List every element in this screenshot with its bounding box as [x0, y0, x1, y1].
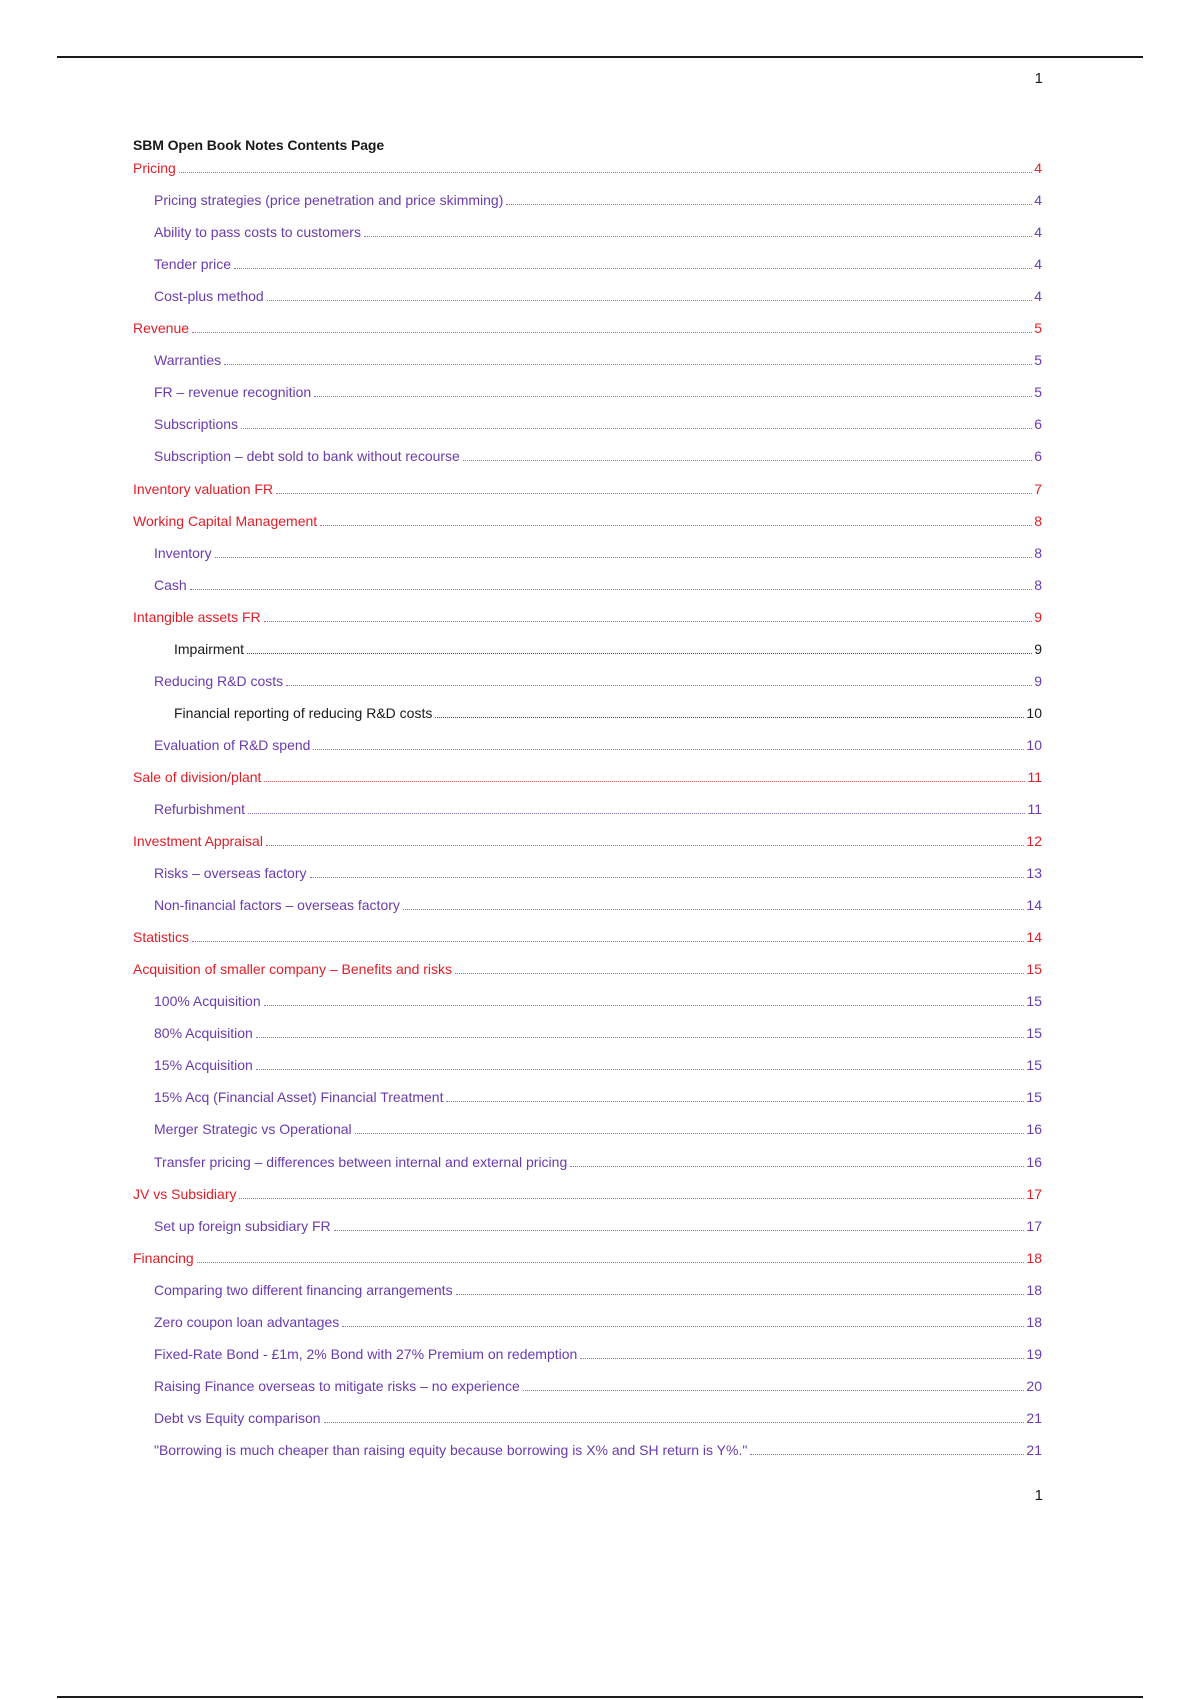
- toc-entry-title: 80% Acquisition: [154, 1025, 253, 1041]
- document-title: SBM Open Book Notes Contents Page: [133, 137, 385, 153]
- toc-entry-page-number: 13: [1026, 865, 1042, 881]
- toc-dot-leader: [247, 653, 1032, 654]
- toc-entry-title: 15% Acq (Financial Asset) Financial Treatment: [154, 1089, 444, 1105]
- toc-dot-leader: [241, 428, 1032, 429]
- toc-entry[interactable]: [133, 607, 1042, 627]
- toc-dot-leader: [750, 1454, 1024, 1455]
- toc-dot-leader: [264, 781, 1025, 782]
- toc-dot-leader: [192, 941, 1024, 942]
- toc-entry-title: Fixed-Rate Bond - £1m, 2% Bond with 27% Premium on redemption: [154, 1346, 578, 1362]
- toc-entry-title: Inventory: [154, 545, 212, 561]
- toc-entry-page-number: 5: [1034, 384, 1042, 400]
- toc-entry[interactable]: [174, 703, 1042, 723]
- toc-entry[interactable]: [154, 895, 1042, 915]
- toc-dot-leader: [264, 1005, 1025, 1006]
- toc-entry-title: Investment Appraisal: [133, 833, 263, 849]
- toc-entry-title: Evaluation of R&D spend: [154, 737, 311, 753]
- toc-entry[interactable]: [154, 1152, 1042, 1172]
- toc-entry[interactable]: [133, 831, 1042, 851]
- toc-entry-title: Ability to pass costs to customers: [154, 224, 361, 240]
- toc-entry-page-number: 9: [1034, 673, 1042, 689]
- toc-entry[interactable]: [154, 222, 1042, 242]
- toc-dot-leader: [506, 204, 1032, 205]
- toc-dot-leader: [313, 749, 1024, 750]
- header-rule: [57, 56, 1143, 58]
- toc-entry[interactable]: [154, 1216, 1042, 1236]
- toc-dot-leader: [455, 973, 1024, 974]
- toc-entry-page-number: 15: [1026, 1089, 1042, 1105]
- toc-entry-page-number: 10: [1026, 705, 1042, 721]
- toc-entry-title: Financial reporting of reducing R&D costs: [174, 705, 433, 721]
- toc-entry-title: Tender price: [154, 256, 232, 272]
- toc-entry[interactable]: [154, 543, 1042, 563]
- toc-entry-title: Set up foreign subsidiary FR: [154, 1218, 331, 1234]
- toc-entry-page-number: 18: [1026, 1250, 1042, 1266]
- toc-entry[interactable]: [154, 1376, 1042, 1396]
- toc-entry-title: Statistics: [133, 929, 190, 945]
- toc-entry[interactable]: [154, 1312, 1042, 1332]
- toc-entry[interactable]: [154, 671, 1042, 691]
- toc-entry[interactable]: [133, 318, 1042, 338]
- toc-entry-title: Merger Strategic vs Operational: [154, 1121, 352, 1137]
- toc-entry-page-number: 9: [1034, 641, 1042, 657]
- toc-entry[interactable]: [154, 1280, 1042, 1300]
- toc-entry-title: Warranties: [154, 352, 222, 368]
- toc-entry-title: Subscriptions: [154, 416, 239, 432]
- toc-entry-page-number: 5: [1034, 320, 1042, 336]
- toc-entry[interactable]: [154, 1440, 1042, 1460]
- toc-dot-leader: [179, 172, 1032, 173]
- toc-dot-leader: [190, 589, 1033, 590]
- toc-entry[interactable]: [154, 863, 1042, 883]
- toc-entry-page-number: 19: [1026, 1346, 1042, 1362]
- toc-entry-page-number: 10: [1026, 737, 1042, 753]
- toc-dot-leader: [463, 460, 1032, 461]
- toc-dot-leader: [314, 396, 1032, 397]
- toc-dot-leader: [310, 877, 1025, 878]
- toc-entry-title: FR – revenue recognition: [154, 384, 312, 400]
- toc-entry-title: Financing: [133, 1250, 194, 1266]
- toc-entry-page-number: 11: [1027, 769, 1042, 785]
- toc-entry-page-number: 4: [1034, 288, 1042, 304]
- toc-entry-title: Intangible assets FR: [133, 609, 261, 625]
- toc-dot-leader: [320, 525, 1032, 526]
- toc-entry[interactable]: [133, 511, 1042, 531]
- toc-entry-page-number: 4: [1034, 160, 1042, 176]
- toc-dot-leader: [324, 1422, 1025, 1423]
- toc-entry-page-number: 8: [1034, 577, 1042, 593]
- toc-entry-title: Impairment: [174, 641, 245, 657]
- toc-entry[interactable]: [154, 254, 1042, 274]
- toc-entry-page-number: 21: [1026, 1442, 1042, 1458]
- toc-dot-leader: [334, 1230, 1025, 1231]
- toc-entry-title: "Borrowing is much cheaper than raising equity because borrowing is X% and SH return is Y%.": [154, 1442, 748, 1458]
- toc-entry[interactable]: [154, 414, 1042, 434]
- footer-page-number: 1: [1034, 1487, 1043, 1504]
- toc-entry-page-number: 7: [1034, 481, 1042, 497]
- toc-dot-leader: [570, 1166, 1024, 1167]
- toc-entry-title: Debt vs Equity comparison: [154, 1410, 321, 1426]
- toc-dot-leader: [342, 1326, 1024, 1327]
- toc-dot-leader: [355, 1133, 1025, 1134]
- toc-entry-title: Revenue: [133, 320, 190, 336]
- toc-entry-page-number: 15: [1026, 993, 1042, 1009]
- toc-entry[interactable]: [154, 382, 1042, 402]
- toc-entry-page-number: 6: [1034, 448, 1042, 464]
- toc-entry-page-number: 16: [1026, 1154, 1042, 1170]
- toc-entry[interactable]: [154, 1023, 1042, 1043]
- toc-entry-title: Acquisition of smaller company – Benefits and risks: [133, 961, 453, 977]
- toc-entry-title: Inventory valuation FR: [133, 481, 274, 497]
- toc-dot-leader: [580, 1358, 1024, 1359]
- toc-entry-title: 15% Acquisition: [154, 1057, 253, 1073]
- toc-entry-page-number: 15: [1026, 961, 1042, 977]
- toc-dot-leader: [403, 909, 1025, 910]
- toc-entry-page-number: 17: [1026, 1186, 1042, 1202]
- toc-entry-title: Comparing two different financing arrangements: [154, 1282, 453, 1298]
- toc-dot-leader: [239, 1198, 1024, 1199]
- toc-dot-leader: [266, 845, 1024, 846]
- toc-entry-page-number: 18: [1026, 1314, 1042, 1330]
- toc-dot-leader: [215, 557, 1033, 558]
- toc-entry[interactable]: [154, 350, 1042, 370]
- toc-dot-leader: [456, 1294, 1025, 1295]
- toc-entry-page-number: 15: [1026, 1057, 1042, 1073]
- toc-entry-page-number: 4: [1034, 224, 1042, 240]
- toc-dot-leader: [248, 813, 1025, 814]
- toc-entry[interactable]: [154, 286, 1042, 306]
- toc-entry[interactable]: [133, 927, 1042, 947]
- toc-entry[interactable]: [154, 799, 1042, 819]
- toc-entry-page-number: 14: [1026, 929, 1042, 945]
- toc-entry-page-number: 14: [1026, 897, 1042, 913]
- toc-entry-title: Zero coupon loan advantages: [154, 1314, 340, 1330]
- toc-entry[interactable]: [174, 639, 1042, 659]
- toc-entry-page-number: 18: [1026, 1282, 1042, 1298]
- toc-entry-title: Raising Finance overseas to mitigate risks – no experience: [154, 1378, 520, 1394]
- toc-entry[interactable]: [154, 575, 1042, 595]
- toc-entry-title: Non-financial factors – overseas factory: [154, 897, 400, 913]
- toc-dot-leader: [234, 268, 1032, 269]
- toc-entry[interactable]: [154, 190, 1042, 210]
- toc-entry[interactable]: [154, 446, 1042, 466]
- toc-entry[interactable]: [133, 1184, 1042, 1204]
- toc-entry[interactable]: [133, 959, 1042, 979]
- toc-entry-page-number: 17: [1026, 1218, 1042, 1234]
- toc-entry-title: Sale of division/plant: [133, 769, 262, 785]
- toc-entry[interactable]: [133, 1248, 1042, 1268]
- toc-entry-page-number: 16: [1026, 1121, 1042, 1137]
- toc-entry[interactable]: [154, 1119, 1042, 1139]
- toc-entry[interactable]: [133, 479, 1042, 499]
- toc-entry[interactable]: [133, 158, 1042, 178]
- toc-entry[interactable]: [154, 1087, 1042, 1107]
- toc-entry-title: Transfer pricing – differences between internal and external pricing: [154, 1154, 568, 1170]
- toc-dot-leader: [192, 332, 1032, 333]
- toc-dot-leader: [256, 1069, 1025, 1070]
- toc-entry-title: 100% Acquisition: [154, 993, 261, 1009]
- toc-entry[interactable]: [154, 1344, 1042, 1364]
- toc-dot-leader: [523, 1390, 1025, 1391]
- toc-entry[interactable]: [154, 991, 1042, 1011]
- toc-entry-page-number: 9: [1034, 609, 1042, 625]
- header-page-number: 1: [1034, 70, 1043, 87]
- toc-entry-title: Refurbishment: [154, 801, 246, 817]
- toc-entry[interactable]: [133, 767, 1042, 787]
- toc-entry[interactable]: [154, 1055, 1042, 1075]
- toc-dot-leader: [267, 300, 1032, 301]
- toc-dot-leader: [264, 621, 1033, 622]
- toc-entry-page-number: 11: [1027, 801, 1042, 817]
- toc-entry-page-number: 8: [1034, 545, 1042, 561]
- toc-entry[interactable]: [154, 1408, 1042, 1428]
- toc-dot-leader: [197, 1262, 1025, 1263]
- toc-dot-leader: [446, 1101, 1024, 1102]
- toc-entry-page-number: 15: [1026, 1025, 1042, 1041]
- toc-entry-title: Reducing R&D costs: [154, 673, 284, 689]
- toc-dot-leader: [276, 493, 1032, 494]
- toc-entry-page-number: 8: [1034, 513, 1042, 529]
- toc-dot-leader: [286, 685, 1032, 686]
- toc-entry-title: Pricing: [133, 160, 176, 176]
- toc-entry-title: Working Capital Management: [133, 513, 318, 529]
- toc-entry-page-number: 5: [1034, 352, 1042, 368]
- toc-entry-page-number: 4: [1034, 256, 1042, 272]
- toc-entry-title: Cost-plus method: [154, 288, 264, 304]
- toc-entry-title: Risks – overseas factory: [154, 865, 307, 881]
- toc-entry-page-number: 6: [1034, 416, 1042, 432]
- toc-dot-leader: [435, 717, 1024, 718]
- toc-entry-page-number: 21: [1026, 1410, 1042, 1426]
- toc-entry[interactable]: [154, 735, 1042, 755]
- footer-rule: [57, 1696, 1143, 1698]
- toc-entry-title: JV vs Subsidiary: [133, 1186, 237, 1202]
- toc-entry-title: Cash: [154, 577, 187, 593]
- toc-dot-leader: [364, 236, 1032, 237]
- toc-entry-title: Subscription – debt sold to bank without recourse: [154, 448, 460, 464]
- toc-dot-leader: [224, 364, 1032, 365]
- toc-dot-leader: [256, 1037, 1025, 1038]
- toc-entry-title: Pricing strategies (price penetration and price skimming): [154, 192, 504, 208]
- toc-entry-page-number: 20: [1026, 1378, 1042, 1394]
- toc-entry-page-number: 12: [1026, 833, 1042, 849]
- toc-entry-page-number: 4: [1034, 192, 1042, 208]
